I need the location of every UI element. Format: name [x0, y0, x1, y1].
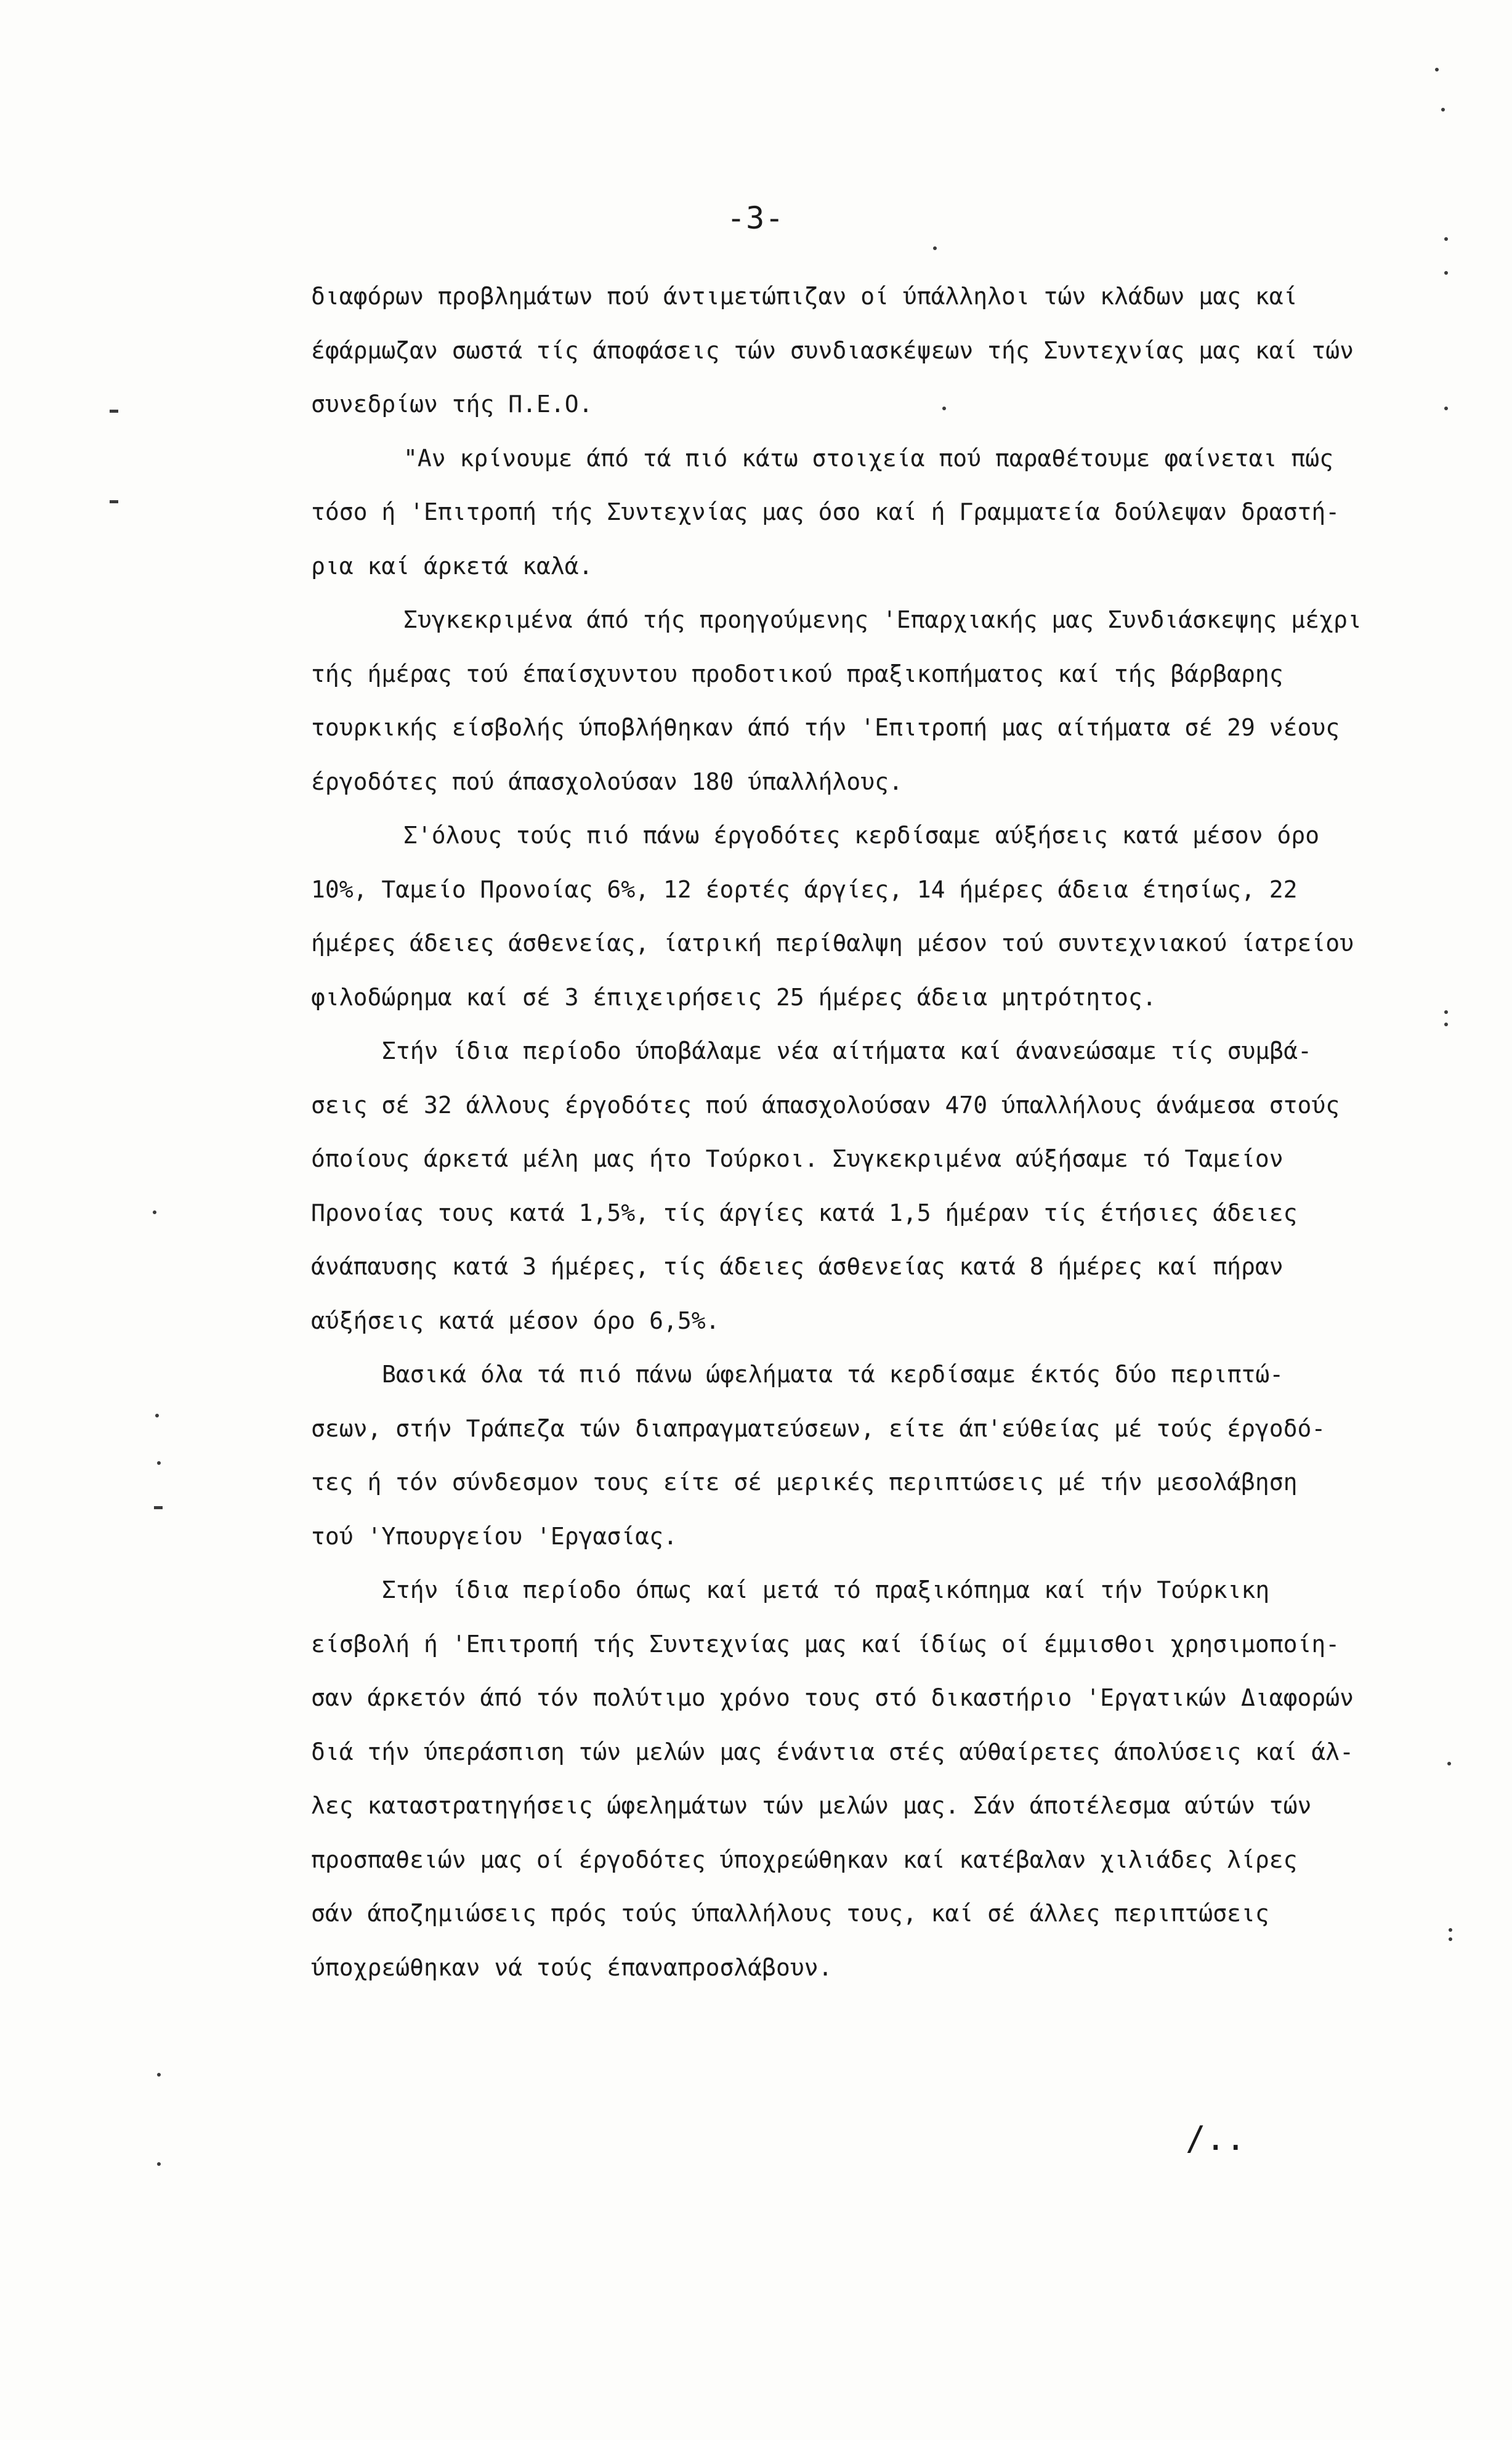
text-line: έργοδότες πού άπασχολούσαν 180 ύπαλλήλους.: [311, 768, 903, 795]
scan-speck: [157, 2162, 161, 2166]
scan-speck: [942, 407, 946, 410]
text-line: ύποχρεώθηκαν νά τούς έπαναπροσλάβουν.: [311, 1953, 833, 1981]
text-line: σάν άποζημιώσεις πρός τούς ύπαλλήλους τους, καί σέ άλλες περιπτώσεις: [311, 1900, 1269, 1927]
text-line: σεων, στήν Τράπεζα τών διαπραγματεύσεων, είτε άπ'εύθείας μέ τούς έργοδό-: [311, 1414, 1326, 1442]
text-line: όποίους άρκετά μέλη μας ήτο Τούρκοι. Συγκεκριμένα αύξήσαμε τό Ταμείον: [311, 1145, 1284, 1172]
text-line: διά τήν ύπεράσπιση τών μελών μας ένάντια στές αύθαίρετες άπολύσεις καί άλ-: [311, 1738, 1354, 1765]
paragraph-start-line: "Αν κρίνουμε άπό τά πιό κάτω στοιχεία πού παραθέτουμε φαίνεται πώς: [403, 444, 1333, 472]
scan-speck: [155, 1414, 159, 1417]
paragraph-start-line: Στήν ίδια περίοδο ύποβάλαμε νέα αίτήματα καί άνανεώσαμε τίς συμβά-: [382, 1037, 1312, 1064]
text-line: είσβολή ή 'Επιτροπή τής Συντεχνίας μας καί ίδίως οί έμμισθοι χρησιμοποίη-: [311, 1630, 1340, 1658]
continuation-mark: /..: [1186, 2119, 1246, 2158]
scan-mark: [110, 500, 118, 503]
text-line: ήμέρες άδειες άσθενείας, ίατρική περίθαλψη μέσον τού συντεχνιακού ίατρείου: [311, 930, 1354, 957]
scan-speck: [1441, 108, 1445, 111]
scan-speck: [1435, 68, 1439, 71]
text-line: τής ήμέρας τού έπαίσχυντου προδοτικού πραξικοπήματος καί τής βάρβαρης: [311, 660, 1284, 687]
scan-speck: [1449, 1928, 1452, 1932]
body-text: [311, 270, 1457, 1995]
scan-speck: [1449, 1937, 1452, 1941]
text-line: συνεδρίων τής Π.Ε.Ο.: [311, 391, 593, 418]
text-line: αύξήσεις κατά μέσον όρο 6,5%.: [311, 1307, 720, 1334]
text-line: Προνοίας τους κατά 1,5%, τίς άργίες κατά 1,5 ήμέραν τίς έτήσιες άδειες: [311, 1199, 1298, 1226]
page-number: -3-: [727, 200, 785, 236]
paragraph-start-line: Σ'όλους τούς πιό πάνω έργοδότες κερδίσαμε αύξήσεις κατά μέσον όρο: [403, 822, 1320, 849]
scan-mark: [154, 1506, 163, 1509]
scan-mark: [110, 410, 118, 413]
scan-speck: [153, 1210, 156, 1214]
text-line: τες ή τόν σύνδεσμον τους είτε σέ μερικές περιπτώσεις μέ τήν μεσολάβηση: [311, 1469, 1298, 1496]
text-line: ρια καί άρκετά καλά.: [311, 552, 593, 580]
scan-speck: [1444, 1010, 1448, 1014]
text-line: διαφόρων προβλημάτων πού άντιμετώπιζαν οί ύπάλληλοι τών κλάδων μας καί: [311, 283, 1298, 310]
text-line: σεις σέ 32 άλλους έργοδότες πού άπασχολούσαν 470 ύπαλλήλους άνάμεσα στούς: [311, 1091, 1340, 1119]
scan-speck: [157, 2073, 161, 2077]
text-line: σαν άρκετόν άπό τόν πολύτιμο χρόνο τους στό δικαστήριο 'Εργατικών Διαφορών: [311, 1684, 1354, 1711]
text-line: τουρκικής είσβολής ύποβλήθηκαν άπό τήν 'Επιτροπή μας αίτήματα σέ 29 νέους: [311, 714, 1340, 741]
paragraph-start-line: Στήν ίδια περίοδο όπως καί μετά τό πραξικόπημα καί τήν Τούρκικη: [382, 1576, 1270, 1603]
text-line: λες καταστρατηγήσεις ώφελημάτων τών μελών μας. Σάν άποτέλεσμα αύτών τών: [311, 1792, 1312, 1819]
text-line: άνάπαυσης κατά 3 ήμέρες, τίς άδειες άσθενείας κατά 8 ήμέρες καί πήραν: [311, 1253, 1284, 1280]
text-line: έφάρμωζαν σωστά τίς άποφάσεις τών συνδιασκέψεων τής Συντεχνίας μας καί τών: [311, 336, 1354, 364]
text-line: 10%, Ταμείο Προνοίας 6%, 12 έορτές άργίες, 14 ήμέρες άδεια έτησίως, 22: [311, 875, 1298, 903]
scan-speck: [1444, 271, 1448, 275]
scan-speck: [933, 246, 937, 250]
paragraph-start-line: Βασικά όλα τά πιό πάνω ώφελήματα τά κερδίσαμε έκτός δύο περιπτώ-: [382, 1361, 1284, 1388]
scan-speck: [1444, 407, 1448, 410]
scan-speck: [157, 1461, 161, 1465]
scan-speck: [1444, 237, 1448, 241]
scan-speck: [1444, 1023, 1448, 1026]
paragraph-start-line: Συγκεκριμένα άπό τής προηγούμενης 'Επαρχιακής μας Συνδιάσκεψης μέχρι: [403, 606, 1362, 633]
text-line: φιλοδώρημα καί σέ 3 έπιχειρήσεις 25 ήμέρες άδεια μητρότητος.: [311, 983, 1157, 1011]
scan-speck: [1447, 1762, 1451, 1765]
text-line: τού 'Υπουργείου 'Εργασίας.: [311, 1522, 677, 1550]
text-line: τόσο ή 'Επιτροπή τής Συντεχνίας μας όσο καί ή Γραμματεία δούλεψαν δραστή-: [311, 498, 1340, 525]
text-line: προσπαθειών μας οί έργοδότες ύποχρεώθηκαν καί κατέβαλαν χιλιάδες λίρες: [311, 1846, 1298, 1873]
